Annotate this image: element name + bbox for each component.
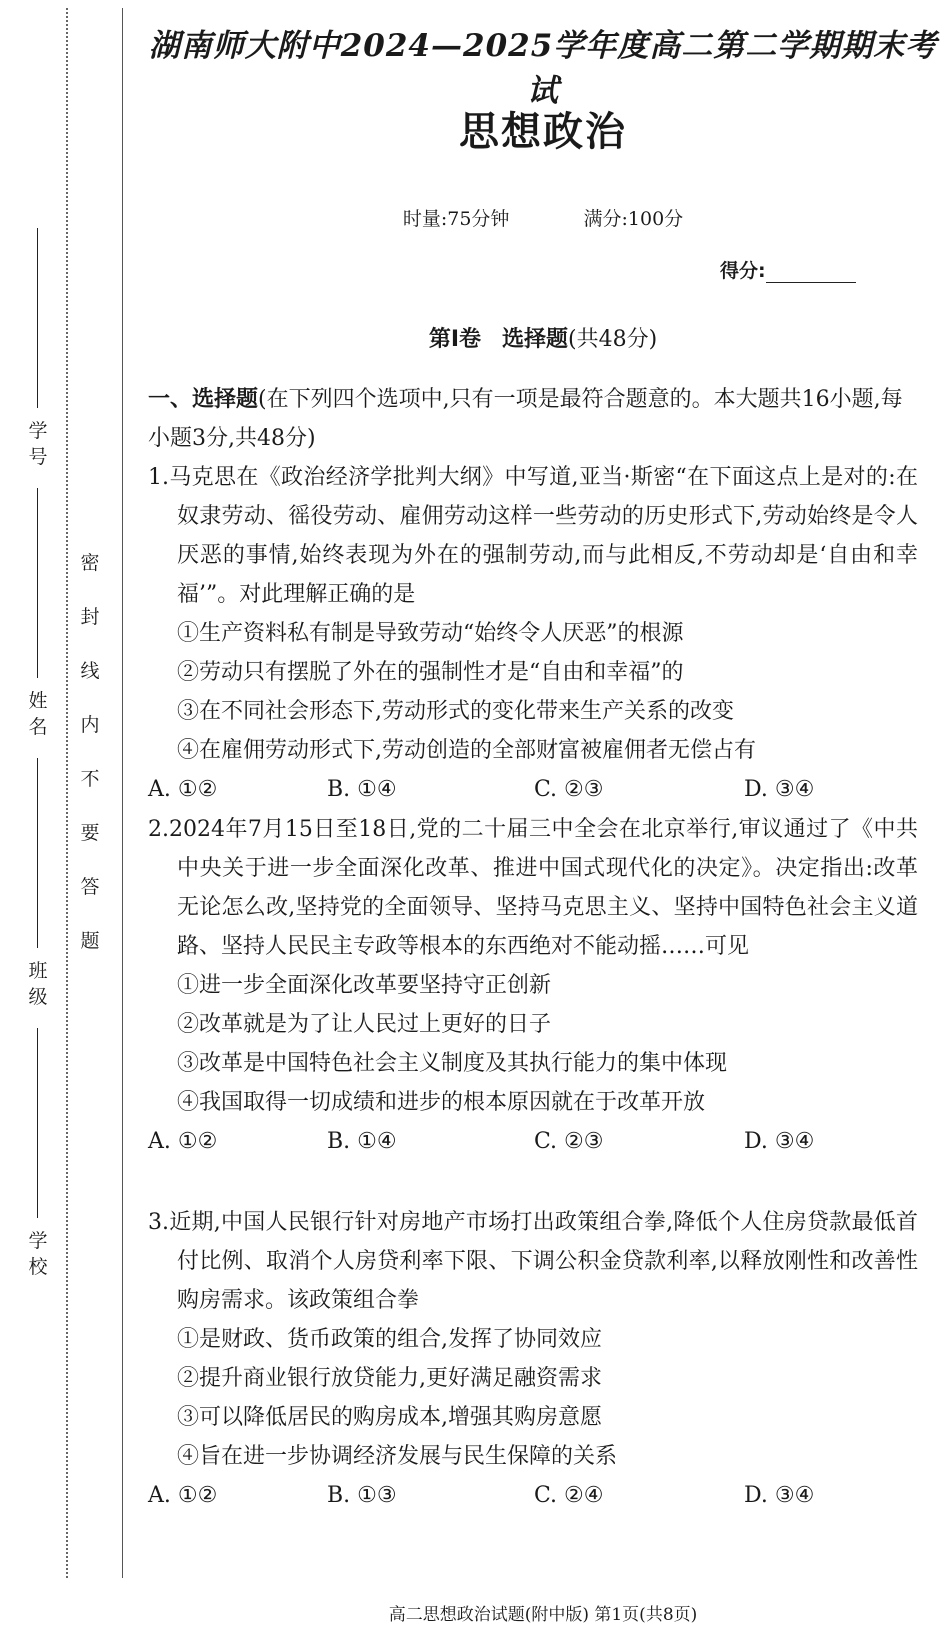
binding-margin xyxy=(0,0,130,1636)
time-limit: 时量:75分钟 xyxy=(402,208,510,230)
statement-1: ①生产资料私有制是导致劳动“始终令人厌恶”的根源 xyxy=(177,621,684,646)
choice-c[interactable]: C. ②③ xyxy=(534,777,604,802)
subject-title: 思想政治 xyxy=(459,109,627,155)
statement-4: ④在雇佣劳动形式下,劳动创造的全部财富被雇佣者无偿占有 xyxy=(177,738,756,763)
statement-1: ①进一步全面深化改革要坚持守正创新 xyxy=(177,973,552,998)
statement-2: ②劳动只有摆脱了外在的强制性才是“自由和幸福”的 xyxy=(177,660,684,685)
choice-a[interactable]: A. ①② xyxy=(148,777,218,802)
exam-title: 湖南师大附中2024—2025学年度高二第二学期期末考试 xyxy=(148,28,938,109)
section-label: 一、选择题 xyxy=(148,387,259,412)
statement-2: ②改革就是为了让人民过上更好的日子 xyxy=(177,1012,552,1037)
statement-3: ③可以降低居民的购房成本,增强其购房意愿 xyxy=(177,1405,602,1430)
choice-b[interactable]: B. ①④ xyxy=(327,1129,397,1154)
choice-d[interactable]: D. ③④ xyxy=(744,1129,815,1154)
question-2 xyxy=(148,810,918,1161)
question-stem: 3.近期,中国人民银行针对房地产市场打出政策组合拳,降低个人住房贷款最低首付比例、取消个人房贷利率下限、下调公积金贷款利率,以释放刚性和改善性购房需求。该政策组合拳 xyxy=(148,1210,918,1313)
choice-d[interactable]: D. ③④ xyxy=(744,777,815,802)
choice-a[interactable]: A. ①② xyxy=(148,1129,218,1154)
answer-choices xyxy=(148,1122,918,1161)
choice-b[interactable]: B. ①③ xyxy=(327,1483,397,1508)
statement-4: ④我国取得一切成绩和进步的根本原因就在于改革开放 xyxy=(177,1090,706,1115)
name-line xyxy=(37,488,38,678)
choice-c[interactable]: C. ②④ xyxy=(534,1483,604,1508)
section-instructions: (在下列四个选项中,只有一项是最符合题意的。本大题共16小题,每小题3分,共48分) xyxy=(148,387,903,451)
question-stem: 2.2024年7月15日至18日,党的二十届三中全会在北京举行,审议通过了《中共中央关于进一步全面深化改革、推进中国式现代化的决定》。决定指出:改革无论怎么改,坚持党的全面领导、坚持马克思主义、坚持中国特色社会主义道路、坚持人民民主专政等根本的东西绝对不能动摇……可见 xyxy=(148,817,918,959)
student-id-label: 学号 xyxy=(28,420,48,468)
statement-4: ④旨在进一步协调经济发展与民生保障的关系 xyxy=(177,1444,618,1469)
school-label: 学校 xyxy=(28,1230,48,1278)
answer-choices xyxy=(148,1476,918,1515)
choice-a[interactable]: A. ①② xyxy=(148,1483,218,1508)
choice-d[interactable]: D. ③④ xyxy=(744,1483,815,1508)
seal-warning: 密封线内不要答题 xyxy=(80,552,100,952)
class-label: 班级 xyxy=(28,960,48,1008)
score-label: 得分: xyxy=(720,260,766,282)
score-blank[interactable] xyxy=(766,262,856,283)
school-line xyxy=(37,1028,38,1218)
part-label: 第Ⅰ卷 xyxy=(428,327,481,352)
binding-line xyxy=(122,8,123,1578)
question-3 xyxy=(148,1203,918,1515)
statement-1: ①是财政、货币政策的组合,发挥了协同效应 xyxy=(177,1327,602,1352)
class-line xyxy=(37,758,38,948)
name-label: 姓名 xyxy=(28,690,48,738)
page-footer: 高二思想政治试题(附中版) 第1页(共8页) xyxy=(388,1605,698,1625)
dotted-seal-line xyxy=(66,8,68,1578)
question-stem: 1.马克思在《政治经济学批判大纲》中写道,亚当·斯密“在下面这点上是对的:在奴隶劳动、徭役劳动、雇佣劳动这样一些劳动的历史形式下,劳动始终是令人厌恶的事情,始终表现为外在的强制劳动,而与此相反,不劳动却是‘自由和幸福’”。对此理解正确的是 xyxy=(148,465,918,607)
statement-2: ②提升商业银行放贷能力,更好满足融资需求 xyxy=(177,1366,602,1391)
choice-b[interactable]: B. ①④ xyxy=(327,777,397,802)
score-box[interactable] xyxy=(720,256,856,283)
full-score: 满分:100分 xyxy=(583,208,684,230)
part-note: (共48分) xyxy=(568,327,658,352)
statement-3: ③改革是中国特色社会主义制度及其执行能力的集中体现 xyxy=(177,1051,728,1076)
answer-choices xyxy=(148,770,918,809)
part-title: 选择题 xyxy=(501,327,568,352)
exam-info xyxy=(148,204,938,231)
question-1 xyxy=(148,458,918,809)
part-heading xyxy=(148,322,938,353)
statement-3: ③在不同社会形态下,劳动形式的变化带来生产关系的改变 xyxy=(177,699,734,724)
student-id-line xyxy=(37,228,38,408)
choice-c[interactable]: C. ②③ xyxy=(534,1129,604,1154)
section-heading xyxy=(148,380,918,458)
